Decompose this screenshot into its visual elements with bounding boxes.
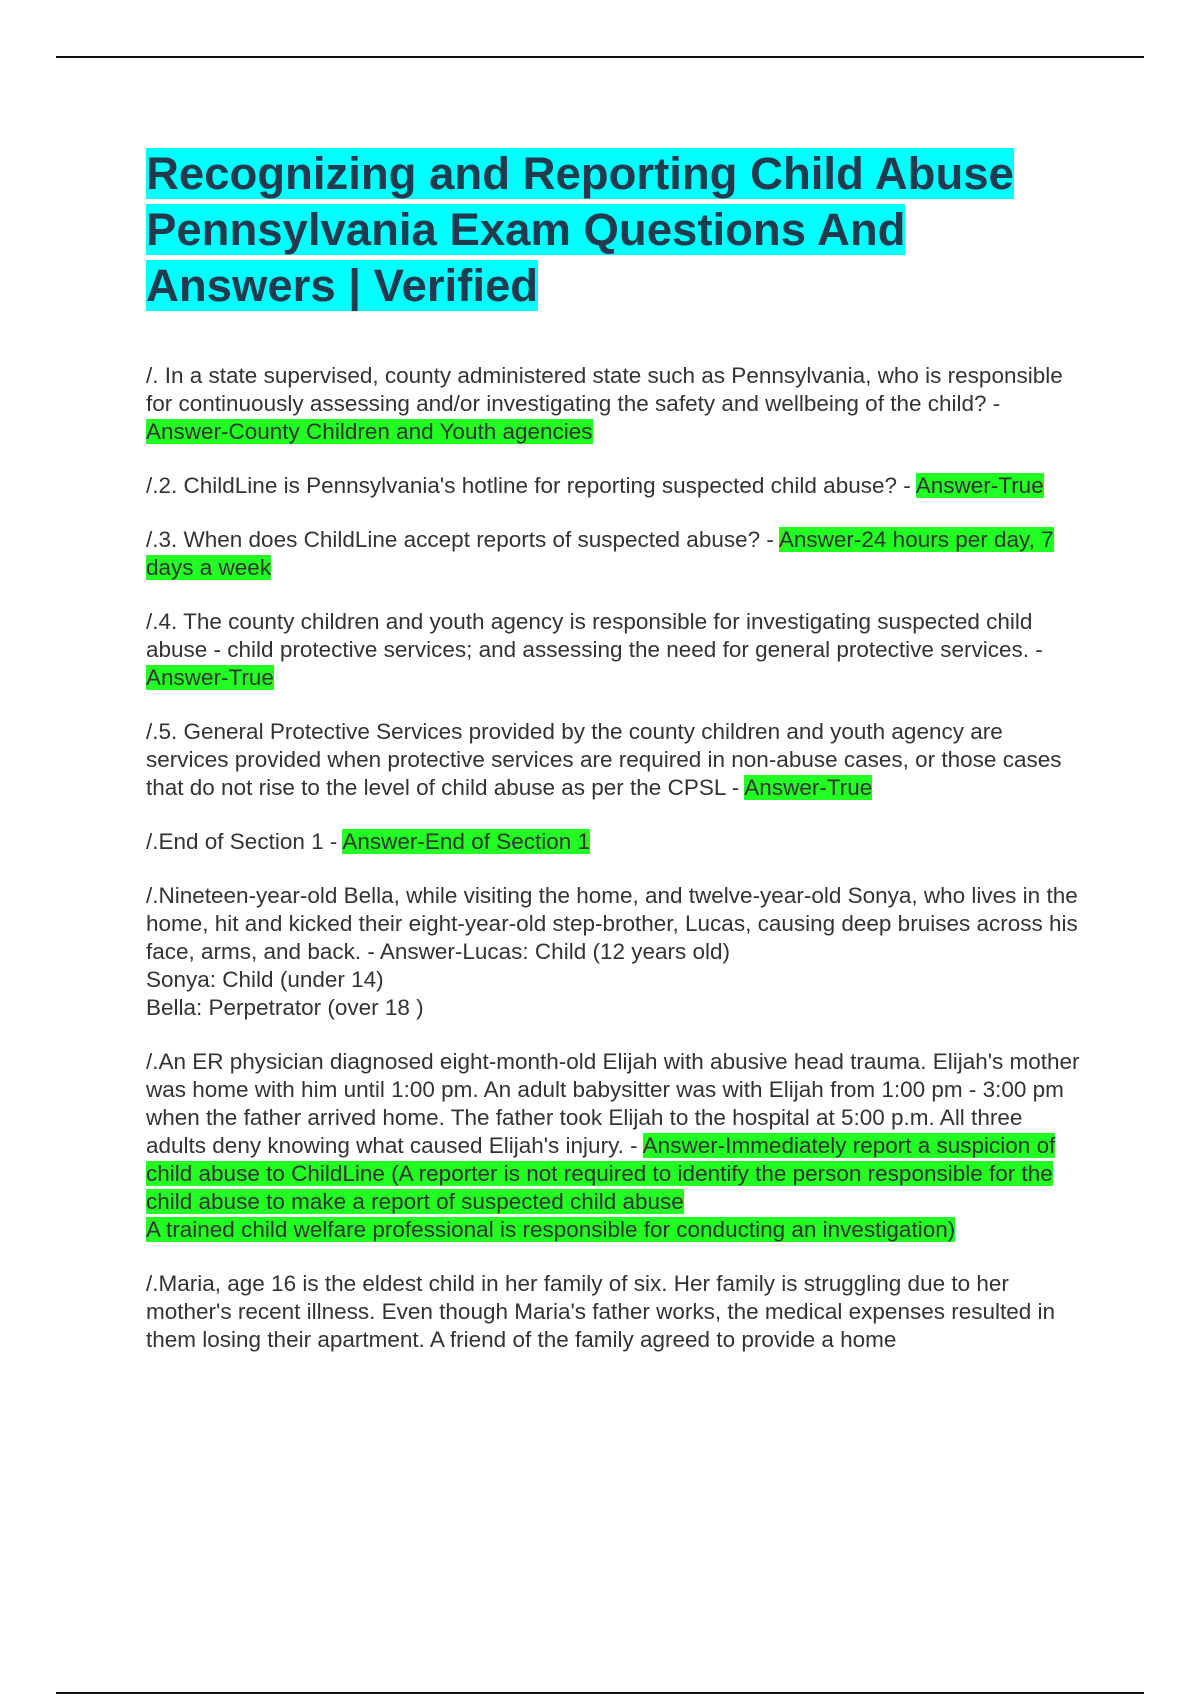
document-body xyxy=(146,146,1086,1380)
qa-answer-highlight: Answer-True xyxy=(915,473,1044,498)
qa-question: /.2. ChildLine is Pennsylvania's hotline for reporting suspected child abuse? xyxy=(146,473,897,498)
qa-question: /. In a state supervised, county administered state such as Pennsylvania, who is responsible for continuously assessing and/or investigating the safety and wellbeing of the child? xyxy=(146,363,1070,416)
qa-question: /.Maria, age 16 is the eldest child in her family of six. Her family is struggling due to her mother's recent illness. Even though Maria's father works, the medical expenses resulted in them losing their apartment. A friend of the family agreed to provide a home xyxy=(146,1271,1062,1352)
qa-item xyxy=(146,1048,1086,1244)
qa-item xyxy=(146,608,1086,692)
qa-separator: - xyxy=(1028,637,1048,662)
qa-question: /.Nineteen-year-old Bella, while visiting the home, and twelve-year-old Sonya, who lives in the home, hit and kicked their eight-year-old step-brother, Lucas, causing deep bruises across his face, arms, and back. xyxy=(146,883,1085,964)
qa-item xyxy=(146,526,1086,582)
qa-separator: - xyxy=(623,1133,643,1158)
qa-answer-highlight: Answer-End of Section 1 xyxy=(342,829,591,854)
qa-answer-highlight: Answer-County Children and Youth agencies xyxy=(146,419,593,444)
qa-separator: - xyxy=(897,473,916,498)
document-title xyxy=(146,146,1086,314)
qa-answer-highlight: Answer-Immediately report a suspicion of child abuse to ChildLine (A reporter is not required to identify the person responsible for the child abuse to make a report of suspected child abuse A trained child welfare professional is responsible for conducting an investigation) xyxy=(146,1133,1056,1242)
qa-list xyxy=(146,362,1086,1354)
qa-question: /.4. The county children and youth agency is responsible for investigating suspected child abuse - child protective services; and assessing the need for general protective services. xyxy=(146,609,1039,662)
qa-question: /.5. General Protective Services provided by the county children and youth agency are services provided when protective services are required in non-abuse cases, or those cases that do not rise to the level of child abuse as per the CPSL xyxy=(146,719,1068,800)
qa-separator: - xyxy=(760,527,779,552)
title-highlight: Recognizing and Reporting Child Abuse Pennsylvania Exam Questions And Answers | Verified xyxy=(146,148,1014,311)
qa-answer-highlight: Answer-True xyxy=(146,665,274,690)
qa-separator: - xyxy=(725,775,745,800)
qa-question: /.End of Section 1 xyxy=(146,829,324,854)
qa-item xyxy=(146,362,1086,446)
qa-answer-highlight: Answer-24 hours per day, 7 days a week xyxy=(146,527,1054,580)
qa-question: /.3. When does ChildLine accept reports of suspected abuse? xyxy=(146,527,761,552)
qa-item xyxy=(146,1270,1086,1354)
qa-answer: Answer-Lucas: Child (12 years old) Sonya: Child (under 14) Bella: Perpetrator (over 18 ) xyxy=(146,939,731,1020)
qa-separator: - xyxy=(986,391,1006,416)
qa-item xyxy=(146,882,1086,1022)
qa-question: /.An ER physician diagnosed eight-month-old Elijah with abusive head trauma. Elijah's mother was home with him until 1:00 pm. An adult babysitter was with Elijah from 1:00 pm - 3:00 pm when the father arrived home. The father took Elijah to the hospital at 5:00 p.m. All three adults deny knowing what caused Elijah's injury. xyxy=(146,1049,1086,1158)
qa-separator: - xyxy=(361,939,380,964)
qa-item xyxy=(146,718,1086,802)
qa-answer-highlight: Answer-True xyxy=(744,775,873,800)
bottom-rule xyxy=(56,1692,1144,1694)
qa-item xyxy=(146,472,1086,500)
qa-separator: - xyxy=(323,829,343,854)
top-rule xyxy=(56,56,1144,58)
qa-item xyxy=(146,828,1086,856)
